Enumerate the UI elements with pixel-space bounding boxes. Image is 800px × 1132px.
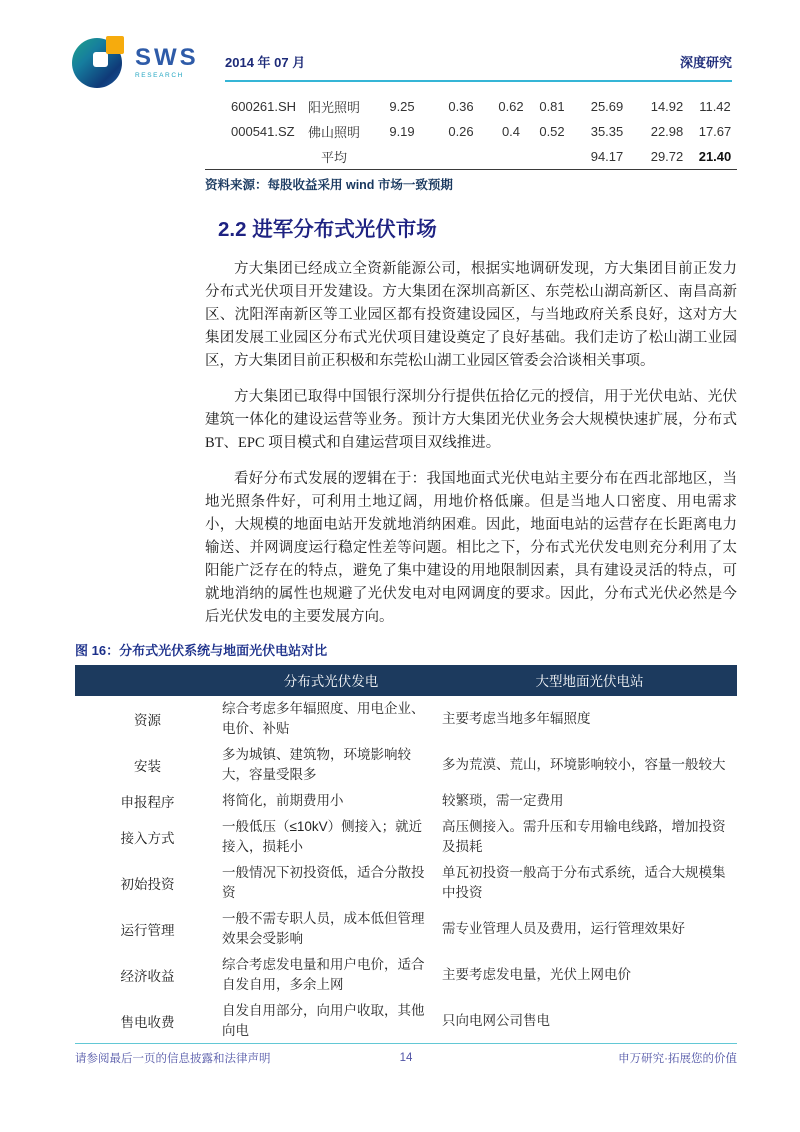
cell-value — [431, 144, 491, 169]
cell-value: 0.4 — [501, 124, 521, 139]
cell-value: 0.62 — [498, 99, 524, 114]
paragraph: 方大集团已取得中国银行深圳分行提供伍拾亿元的授信，用于光伏电站、光伏建筑一体化的建设运营等业务。预计方大集团光伏业务会大规模快速扩展，分布式 BT、EPC 项目模式和自建运营项目双线推进。 — [205, 388, 737, 451]
cell-distributed: 将简化，前期费用小 — [222, 792, 344, 808]
cell-distributed: 自发自用部分，向用户收取，其他向电 — [222, 1002, 425, 1038]
table-row — [205, 119, 737, 144]
row-label: 接入方式 — [120, 830, 175, 846]
cell-value: 22.98 — [650, 124, 684, 139]
cell-value: 25.69 — [590, 99, 624, 114]
cell-value: 11.42 — [699, 99, 731, 114]
row-label: 资源 — [134, 712, 161, 728]
column-header-ground: 大型地面光伏电站 — [442, 665, 737, 696]
table-row — [75, 788, 737, 814]
cell-ground: 需专业管理人员及费用，运行管理效果好 — [442, 920, 685, 936]
row-label: 经济收益 — [120, 968, 175, 984]
cell-value-bold: 21.40 — [693, 144, 737, 169]
section-heading: 2.2 进军分布式光伏市场 — [218, 217, 437, 241]
table-row — [75, 814, 737, 860]
table-row — [75, 906, 737, 952]
cell-value: 0.26 — [448, 124, 474, 139]
paragraph: 方大集团已经成立全资新能源公司，根据实地调研发现，方大集团目前正发力分布式光伏项目开发建设。方大集团在深圳高新区、东莞松山湖高新区、南昌高新区、沈阳浑南新区等工业园区都有投资建设园区，与当地政府关系良好，这对方大集团发展工业园区分布式光伏项目建设奠定了良好基础。我们走访了松山湖工业园区，方大集团目前正积极和东莞松山湖工业园区管委会洽谈相关事项。 — [205, 260, 737, 369]
table-row — [75, 742, 737, 788]
cell-ground: 单瓦初投资一般高于分布式系统，适合大规模集中投资 — [442, 864, 726, 900]
paragraph: 看好分布式发展的逻辑在于：我国地面式光伏电站主要分布在西北部地区，当地光照条件好，可利用土地辽阔，用地价格低廉。但是当地人口密度、用电需求小，大规模的地面电站开发就地消纳困难。因此，地面电站的运营存在长距离电力输送、并网调度运行稳定性差等问题。相比之下，分布式光伏发电则充分利用了太阳能广泛存在的特点，避免了集中建设的用地限制因素，具有建设灵活的特点，可就地消纳的属性也规避了光伏发电对电网调度的要求。因此，分布式光伏必然是今后光伏发电的主要发展方向。 — [205, 470, 737, 625]
cell-distributed: 一般不需专职人员，成本低但管理效果会受影响 — [222, 910, 425, 946]
sws-logo-icon — [72, 36, 128, 90]
cell-value: 0.36 — [448, 99, 474, 114]
cell-distributed: 综合考虑发电量和用户电价，适合自发自用，多余上网 — [222, 956, 425, 992]
cell-value: 17.67 — [698, 124, 732, 139]
row-label: 初始投资 — [120, 876, 175, 892]
cell-value: 9.19 — [389, 124, 415, 139]
cell-value: 9.25 — [389, 99, 415, 114]
table-row-average — [205, 144, 737, 169]
cell-distributed: 一般情况下初投资低，适合分散投资 — [222, 864, 425, 900]
table-row — [75, 998, 737, 1044]
cell-distributed: 综合考虑多年辐照度、用电企业、电价、补贴 — [222, 700, 425, 736]
cell-ground: 较繁琐，需一定费用 — [442, 792, 564, 808]
row-label: 运行管理 — [120, 922, 175, 938]
cell-value — [531, 144, 573, 169]
valuation-table — [205, 94, 737, 170]
figure-caption: 图 16：分布式光伏系统与地面光伏电站对比 — [75, 642, 328, 658]
row-label: 申报程序 — [120, 794, 175, 810]
average-label: 平均 — [295, 144, 373, 169]
stock-code: 600261.SH — [231, 99, 297, 114]
footer-slogan: 申万研究·拓展您的价值 — [618, 1053, 737, 1065]
cell-ground: 只向电网公司售电 — [442, 1012, 550, 1028]
table-row — [75, 696, 737, 742]
column-header-distributed: 分布式光伏发电 — [220, 665, 442, 696]
row-label: 安装 — [134, 758, 161, 774]
logo-text — [135, 46, 199, 80]
cell-ground: 高压侧接入。需升压和专用输电线路，增加投资及损耗 — [442, 818, 726, 854]
cell-value: 0.81 — [539, 99, 565, 114]
logo-yellow-square-icon — [106, 36, 124, 54]
cell-value — [373, 144, 431, 169]
main-content — [75, 94, 737, 1044]
column-header-empty — [75, 665, 220, 696]
cell-value — [491, 144, 531, 169]
cell-distributed: 多为城镇、建筑物，环境影响较大，容量受限多 — [222, 746, 411, 782]
stock-code — [205, 144, 295, 169]
comparison-table — [75, 665, 737, 1044]
cell-ground: 多为荒漠、荒山，环境影响较小，容量一般较大 — [442, 756, 726, 772]
source-note: 资料来源：每股收益采用 wind 市场一致预期 — [205, 177, 453, 192]
footer — [75, 1043, 737, 1066]
logo-subtitle: RESEARCH — [135, 72, 184, 80]
table-row — [75, 860, 737, 906]
stock-name: 佛山照明 — [307, 125, 360, 140]
footer-disclaimer: 请参阅最后一页的信息披露和法律声明 — [75, 1053, 271, 1065]
cell-value: 0.52 — [539, 124, 565, 139]
cell-ground: 主要考虑发电量，光伏上网电价 — [442, 966, 631, 982]
report-type-label: 深度研究 — [679, 55, 732, 70]
cell-distributed: 一般低压（≤10kV）侧接入；就近接入，损耗小 — [222, 818, 423, 854]
table-row — [205, 94, 737, 119]
cell-ground: 主要考虑当地多年辐照度 — [442, 710, 591, 726]
stock-name: 阳光照明 — [307, 100, 360, 115]
stock-code: 000541.SZ — [231, 124, 295, 139]
cell-value: 94.17 — [573, 144, 641, 169]
header-bar — [225, 52, 732, 82]
sws-logo — [72, 36, 199, 90]
cell-value: 14.92 — [650, 99, 684, 114]
logo-brand: SWS — [135, 44, 199, 72]
comparison-table-header-row — [75, 665, 737, 696]
cell-value: 29.72 — [641, 144, 693, 169]
page-number: 14 — [399, 1052, 413, 1064]
row-label: 售电收费 — [120, 1014, 175, 1030]
table-row — [75, 952, 737, 998]
logo-white-square-icon — [93, 52, 108, 67]
report-date: 2014 年 07 月 — [225, 55, 306, 70]
cell-value: 35.35 — [590, 124, 624, 139]
